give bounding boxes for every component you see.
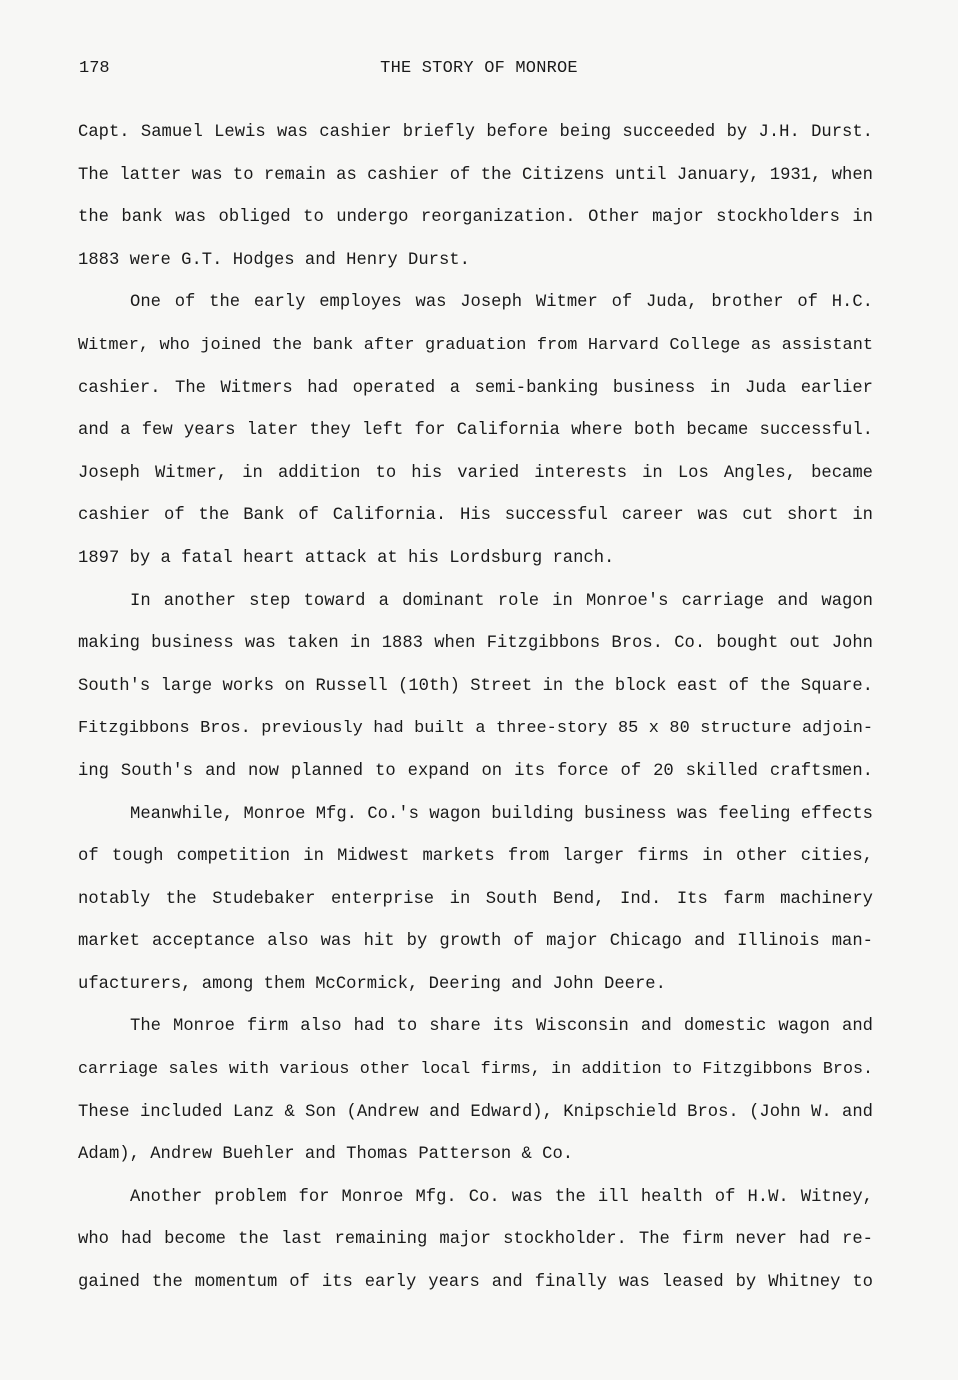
text-line: cashier of the Bank of California. His successful career was cut short in [78, 506, 873, 526]
text-line: The latter was to remain as cashier of the Citizens until January, 1931, when [78, 165, 873, 185]
paragraph-4 [78, 800, 873, 1013]
text-line: Meanwhile, Monroe Mfg. Co.'s wagon building business was feeling effects [130, 804, 873, 824]
text-line: making business was taken in 1883 when Fitzgibbons Bros. Co. bought out John [78, 634, 873, 654]
text-line: notably the Studebaker enterprise in South Bend, Ind. Its farm machinery [78, 889, 873, 909]
paragraph-1 [78, 118, 873, 288]
text-line: carriage sales with various other local firms, in addition to Fitzgibbons Bros. [78, 1060, 873, 1080]
text-line: 1883 were G.T. Hodges and Henry Durst. [78, 250, 470, 270]
running-head: THE STORY OF MONROE [380, 59, 578, 78]
paragraph-2 [78, 288, 873, 586]
paragraph-3 [78, 587, 873, 800]
paragraph-6 [78, 1183, 873, 1311]
text-line: Fitzgibbons Bros. previously had built a three-story 85 x 80 structure adjoin- [78, 719, 873, 739]
text-line: Witmer, who joined the bank after graduation from Harvard College as assistant [78, 335, 873, 355]
text-line: Capt. Samuel Lewis was cashier briefly before being succeeded by J.H. Durst. [78, 123, 873, 142]
text-line: who had become the last remaining major stockholder. The firm never had re- [78, 1230, 873, 1250]
body-text [78, 118, 873, 1311]
paragraph-5 [78, 1012, 873, 1182]
text-line: These included Lanz & Son (Andrew and Edward), Knipschield Bros. (John W. and [78, 1102, 873, 1122]
text-line: Joseph Witmer, in addition to his varied interests in Los Angles, became [78, 463, 873, 483]
text-line: the bank was obliged to undergo reorganization. Other major stockholders in [78, 208, 873, 228]
text-line: One of the early employes was Joseph Witmer of Juda, brother of H.C. [130, 293, 873, 313]
text-line: 1897 by a fatal heart attack at his Lordsburg ranch. [78, 548, 615, 568]
text-line: and a few years later they left for California where both became successful. [78, 421, 873, 441]
text-line: cashier. The Witmers had operated a semi-banking business in Juda earlier [78, 378, 873, 398]
page-number: 178 [79, 59, 110, 78]
text-line: The Monroe firm also had to share its Wisconsin and domestic wagon and [130, 1017, 873, 1037]
text-line: South's large works on Russell (10th) Street in the block east of the Square. [78, 676, 873, 696]
text-line: ufacturers, among them McCormick, Deering and John Deere. [78, 974, 666, 994]
text-line: In another step toward a dominant role in Monroe's carriage and wagon [130, 591, 873, 611]
text-line: Another problem for Monroe Mfg. Co. was the ill health of H.W. Witney, [130, 1187, 873, 1207]
text-line: gained the momentum of its early years and finally was leased by Whitney to [78, 1273, 873, 1293]
text-line: ing South's and now planned to expand on its force of 20 skilled craftsmen. [78, 761, 873, 781]
text-line: market acceptance also was hit by growth of major Chicago and Illinois man- [78, 932, 873, 952]
text-line: Adam), Andrew Buehler and Thomas Patterson & Co. [78, 1145, 574, 1165]
text-line: of tough competition in Midwest markets from larger firms in other cities, [78, 847, 873, 867]
